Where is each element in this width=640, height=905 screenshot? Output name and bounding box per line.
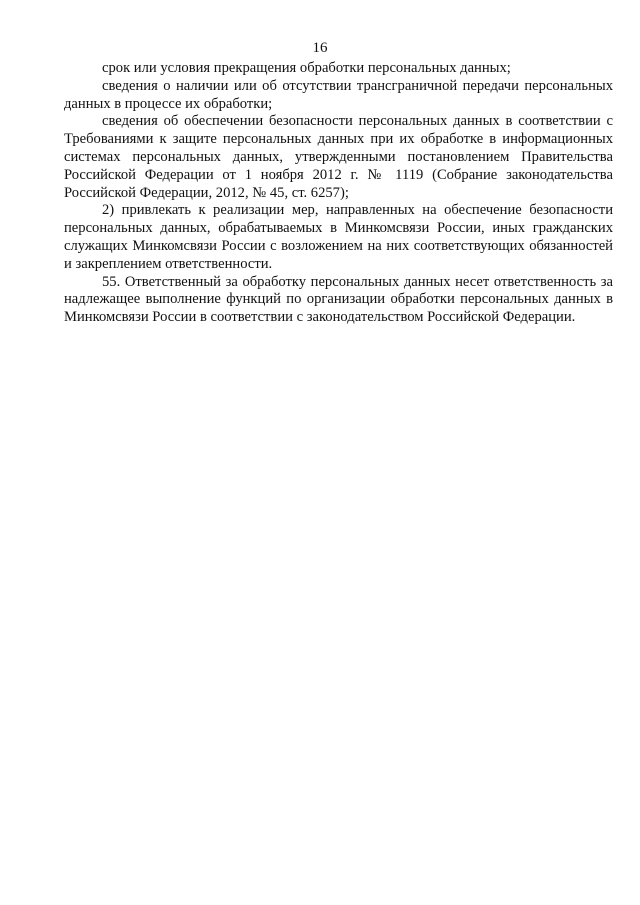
- paragraph-involve-staff: 2) привлекать к реализации мер, направленных на обеспечение безопасности персональных данных, обрабатываемых в Минкомсвязи России, иных гражданских служащих Минкомсвязи России с возложением на них соответствующих обязанностей и закреплением ответственности.: [64, 202, 613, 272]
- document-body: [64, 60, 613, 327]
- paragraph-security-measures: сведения об обеспечении безопасности персональных данных в соответствии с Требованиями к защите персональных данных при их обработке в информационных системах персональных данных, утвержденными постановлением Правительства Российской Федерации от 1 ноября 2012 г. № 1119 (Собрание законодательства Российской Федерации, 2012, № 45, ст. 6257);: [64, 113, 613, 201]
- paragraph-cross-border-transfer: сведения о наличии или об отсутствии трансграничной передачи персональных данных в процессе их обработки;: [64, 77, 613, 112]
- page-number: 16: [312, 40, 328, 56]
- paragraph-processing-term: срок или условия прекращения обработки персональных данных;: [102, 60, 511, 76]
- paragraph-item-55: 55. Ответственный за обработку персональных данных несет ответственность за надлежащее выполнение функций по организации обработки персональных данных в Минкомсвязи России в соответствии с законодательством Российской Федерации.: [64, 273, 613, 326]
